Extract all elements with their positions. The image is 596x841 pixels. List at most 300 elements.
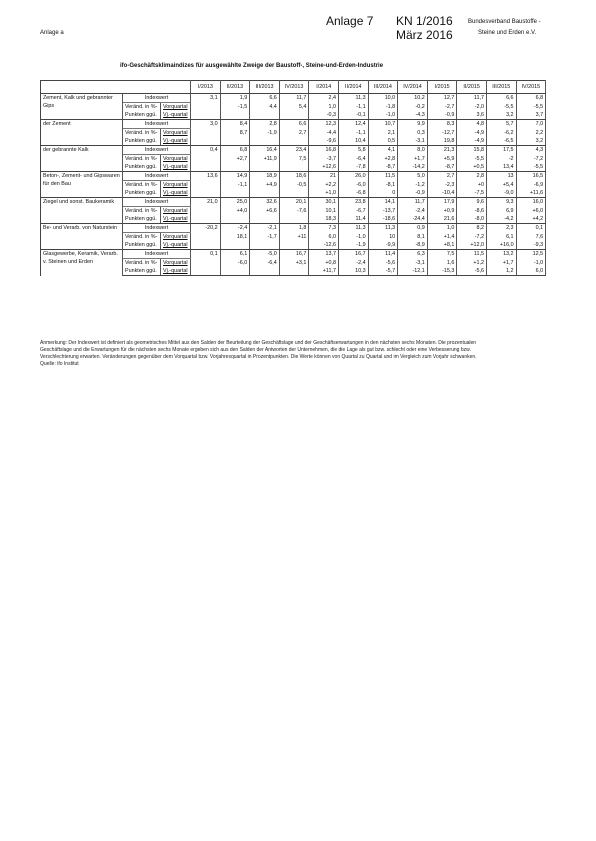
value-cell xyxy=(279,111,309,120)
value-cell: -12,1 xyxy=(398,267,428,276)
column-header: IV/2013 xyxy=(279,81,309,94)
value-cell xyxy=(191,163,221,172)
value-cell: -2,4 xyxy=(339,259,369,268)
value-cell: +12,0 xyxy=(457,241,487,250)
value-cell: 6,1 xyxy=(220,250,250,259)
value-cell: +2,2 xyxy=(309,181,339,190)
value-cell: 1,6 xyxy=(427,259,457,268)
value-cell: +2,8 xyxy=(368,155,398,164)
column-header: III/2014 xyxy=(368,81,398,94)
value-cell: -6,2 xyxy=(486,129,516,138)
change-basis-label: Vorquartal xyxy=(161,103,191,112)
value-cell xyxy=(220,267,250,276)
anlage-left-label: Anlage a xyxy=(40,30,64,36)
value-cell: +12,6 xyxy=(309,163,339,172)
table-row xyxy=(41,250,546,259)
value-cell: 6,0 xyxy=(516,267,546,276)
value-cell: 7,0 xyxy=(516,120,546,129)
value-cell: 8,0 xyxy=(398,146,428,155)
value-cell: 4,1 xyxy=(368,146,398,155)
sector-name: der gebrannte Kalk xyxy=(41,146,123,172)
value-cell: 6,6 xyxy=(279,120,309,129)
value-cell: 6,8 xyxy=(516,94,546,103)
value-cell: 7,5 xyxy=(427,250,457,259)
value-cell: 23,4 xyxy=(279,146,309,155)
value-cell: -1,1 xyxy=(339,103,369,112)
value-cell: 7,6 xyxy=(516,233,546,242)
value-cell: 21 xyxy=(309,172,339,181)
value-cell: 5,0 xyxy=(398,172,428,181)
value-cell: -6,4 xyxy=(339,155,369,164)
value-cell: +11,7 xyxy=(309,267,339,276)
value-cell xyxy=(191,129,221,138)
value-cell: 9,6 xyxy=(457,198,487,207)
change-basis-label: Vj.-quartal xyxy=(161,241,191,250)
value-cell: 14,1 xyxy=(368,198,398,207)
value-cell: 1,2 xyxy=(486,267,516,276)
value-cell: 5,8 xyxy=(339,146,369,155)
value-cell xyxy=(220,215,250,224)
change-basis-label: Vj.-quartal xyxy=(161,137,191,146)
value-cell: -6,9 xyxy=(516,181,546,190)
column-header: II/2015 xyxy=(457,81,487,94)
value-cell: +4,2 xyxy=(516,215,546,224)
value-cell: -2 xyxy=(486,155,516,164)
change-label: Punkten ggü. xyxy=(123,137,161,146)
value-cell: 8,3 xyxy=(427,120,457,129)
footnote-line: Verschlechterung erwarten. Veränderungen gegenüber dem Vorquartal bzw. Vorjahresquartal in Prozentpunkten. Die Werte können von Quartal zu Quartal und im Vergleich zum Vorjahr schwanken. xyxy=(40,354,477,360)
table-row xyxy=(41,172,546,181)
value-cell: 0,3 xyxy=(398,129,428,138)
kn-number: KN 1/2016 xyxy=(396,14,453,28)
value-cell: -2,4 xyxy=(220,224,250,233)
value-cell: +6,0 xyxy=(516,207,546,216)
value-cell: -5,5 xyxy=(457,155,487,164)
value-cell: +0,8 xyxy=(309,259,339,268)
value-cell: -1,1 xyxy=(220,181,250,190)
indexwert-label: Indexwert xyxy=(123,198,191,207)
value-cell: -9,9 xyxy=(368,241,398,250)
value-cell: 6,6 xyxy=(250,94,280,103)
value-cell: 2,7 xyxy=(279,129,309,138)
change-label: Punkten ggü. xyxy=(123,241,161,250)
value-cell: 2,2 xyxy=(516,129,546,138)
value-cell: -5,5 xyxy=(486,103,516,112)
footnote-source: Quelle: ifo Institut xyxy=(40,361,79,367)
value-cell: 0,4 xyxy=(191,146,221,155)
column-header: I/2013 xyxy=(191,81,221,94)
value-cell: -0,1 xyxy=(339,111,369,120)
value-cell xyxy=(191,233,221,242)
value-cell: 6,3 xyxy=(398,250,428,259)
value-cell: -1,9 xyxy=(339,241,369,250)
value-cell: +6,6 xyxy=(250,207,280,216)
value-cell: 0,1 xyxy=(516,224,546,233)
value-cell: 18,9 xyxy=(250,172,280,181)
value-cell: 11,7 xyxy=(457,94,487,103)
table-row xyxy=(41,120,546,129)
value-cell: 2,8 xyxy=(457,172,487,181)
value-cell: -1,8 xyxy=(368,103,398,112)
value-cell: -1,7 xyxy=(250,233,280,242)
value-cell: +5,9 xyxy=(427,155,457,164)
value-cell: -6,0 xyxy=(220,259,250,268)
change-basis-label: Vorquartal xyxy=(161,181,191,190)
value-cell xyxy=(220,137,250,146)
value-cell xyxy=(250,137,280,146)
value-cell: 11,4 xyxy=(339,215,369,224)
value-cell xyxy=(250,267,280,276)
value-cell: -8,6 xyxy=(457,207,487,216)
value-cell: -5,6 xyxy=(368,259,398,268)
value-cell xyxy=(279,215,309,224)
value-cell: 30,1 xyxy=(309,198,339,207)
value-cell: 11,5 xyxy=(457,250,487,259)
value-cell: 11,7 xyxy=(279,94,309,103)
value-cell: 21,0 xyxy=(191,198,221,207)
value-cell: -7,8 xyxy=(339,163,369,172)
value-cell: -18,6 xyxy=(368,215,398,224)
value-cell: 17,9 xyxy=(427,198,457,207)
change-label: Punkten ggü. xyxy=(123,267,161,276)
value-cell: +1,4 xyxy=(427,233,457,242)
value-cell: -0,9 xyxy=(427,111,457,120)
value-cell xyxy=(220,241,250,250)
value-cell xyxy=(279,189,309,198)
value-cell: -5,7 xyxy=(368,267,398,276)
value-cell: 9,3 xyxy=(486,198,516,207)
value-cell: 13 xyxy=(486,172,516,181)
value-cell xyxy=(220,111,250,120)
value-cell: 14,9 xyxy=(220,172,250,181)
value-cell: 11,5 xyxy=(368,172,398,181)
value-cell: 6,9 xyxy=(486,207,516,216)
sector-name: der Zement xyxy=(41,120,123,146)
value-cell: -13,7 xyxy=(368,207,398,216)
anlage-number: Anlage 7 xyxy=(326,14,374,28)
value-cell xyxy=(279,241,309,250)
value-cell: 7,3 xyxy=(309,224,339,233)
value-cell: 10,7 xyxy=(368,120,398,129)
business-climate-table xyxy=(40,80,546,276)
change-label: Punkten ggü. xyxy=(123,189,161,198)
value-cell: -3,1 xyxy=(398,137,428,146)
value-cell: 9,9 xyxy=(398,120,428,129)
value-cell: -6,8 xyxy=(339,189,369,198)
value-cell xyxy=(220,189,250,198)
value-cell: -7,2 xyxy=(516,155,546,164)
footnote-line: Geschäftslage und die Erwartungen für die nächsten sechs Monate ergeben sich aus den Salden der Antworten der Unternehmen, die die Lage als gut bzw. schlecht oder eine Verbesserung bzw. xyxy=(40,347,471,353)
value-cell: -7,5 xyxy=(457,189,487,198)
change-label: Punkten ggü. xyxy=(123,111,161,120)
value-cell: 18,1 xyxy=(220,233,250,242)
value-cell: +3,1 xyxy=(279,259,309,268)
value-cell: -0,3 xyxy=(309,111,339,120)
value-cell xyxy=(250,111,280,120)
value-cell: -9,0 xyxy=(486,189,516,198)
table-row xyxy=(41,94,546,103)
value-cell: 11,7 xyxy=(398,198,428,207)
value-cell: 13,7 xyxy=(309,250,339,259)
indexwert-label: Indexwert xyxy=(123,120,191,129)
value-cell xyxy=(191,181,221,190)
value-cell: -20,2 xyxy=(191,224,221,233)
value-cell: -8,1 xyxy=(368,181,398,190)
value-cell xyxy=(191,137,221,146)
value-cell: -4,3 xyxy=(398,111,428,120)
sector-name: Ziegel und sonst. Baukeramik xyxy=(41,198,123,224)
value-cell: 12,4 xyxy=(339,120,369,129)
value-cell: 16,0 xyxy=(516,198,546,207)
change-basis-label: Vorquartal xyxy=(161,207,191,216)
value-cell: 10,2 xyxy=(398,94,428,103)
change-label: Veränd. in %- xyxy=(123,129,161,138)
value-cell: -1,0 xyxy=(339,233,369,242)
change-basis-label: Vorquartal xyxy=(161,129,191,138)
value-cell xyxy=(220,163,250,172)
value-cell: -1,5 xyxy=(220,103,250,112)
indexwert-label: Indexwert xyxy=(123,224,191,233)
change-basis-label: Vj.-quartal xyxy=(161,111,191,120)
value-cell: 8,1 xyxy=(398,233,428,242)
value-cell: +1,2 xyxy=(457,259,487,268)
value-cell xyxy=(191,111,221,120)
value-cell: 1,8 xyxy=(279,224,309,233)
value-cell: 8,4 xyxy=(220,120,250,129)
organization-line-1: Bundesverband Baustoffe - xyxy=(468,19,541,25)
value-cell: -4,9 xyxy=(457,129,487,138)
value-cell: 16,8 xyxy=(309,146,339,155)
value-cell: 11,3 xyxy=(339,94,369,103)
value-cell: +4,9 xyxy=(250,181,280,190)
value-cell: 18,3 xyxy=(309,215,339,224)
value-cell: +5,4 xyxy=(486,181,516,190)
value-cell: +8,1 xyxy=(427,241,457,250)
value-cell: -5,0 xyxy=(250,250,280,259)
value-cell: -9,3 xyxy=(516,241,546,250)
value-cell xyxy=(191,259,221,268)
footnote-line: Anmerkung: Der Indexwert ist definiert als geometrisches Mittel aus den Salden der Beurteilung der Geschäftslage und der Geschäftserwartungen in den nächsten sechs Monaten. Die prozentualen xyxy=(40,340,477,346)
sector-name: Zement, Kalk und gebrannter Gips xyxy=(41,94,123,120)
value-cell: 3,6 xyxy=(457,111,487,120)
value-cell: -3,7 xyxy=(309,155,339,164)
value-cell: -5,5 xyxy=(516,163,546,172)
value-cell: -7,2 xyxy=(457,233,487,242)
value-cell: 32,6 xyxy=(250,198,280,207)
value-cell: -10,4 xyxy=(427,189,457,198)
value-cell: +2,7 xyxy=(220,155,250,164)
value-cell: -6,5 xyxy=(486,137,516,146)
value-cell: 8,2 xyxy=(457,224,487,233)
value-cell: -3,1 xyxy=(398,259,428,268)
value-cell: -1,0 xyxy=(516,259,546,268)
value-cell: -1,9 xyxy=(250,129,280,138)
value-cell: 21,3 xyxy=(427,146,457,155)
change-label: Veränd. in %- xyxy=(123,207,161,216)
value-cell: 11,3 xyxy=(339,224,369,233)
value-cell: -12,6 xyxy=(309,241,339,250)
value-cell: -0,9 xyxy=(398,189,428,198)
value-cell: +0,9 xyxy=(427,207,457,216)
value-cell: 6,1 xyxy=(486,233,516,242)
table-row xyxy=(41,146,546,155)
change-label: Veränd. in %- xyxy=(123,103,161,112)
column-header: III/2015 xyxy=(486,81,516,94)
value-cell: -8,0 xyxy=(457,215,487,224)
value-cell: -4,4 xyxy=(309,129,339,138)
change-label: Punkten ggü. xyxy=(123,215,161,224)
value-cell: 26,0 xyxy=(339,172,369,181)
value-cell: 25,0 xyxy=(220,198,250,207)
value-cell: 1,9 xyxy=(220,94,250,103)
value-cell: 15,8 xyxy=(457,146,487,155)
column-header: I/2014 xyxy=(309,81,339,94)
value-cell: -6,4 xyxy=(250,259,280,268)
value-cell: +0 xyxy=(457,181,487,190)
value-cell: +16,0 xyxy=(486,241,516,250)
value-cell: 6,8 xyxy=(220,146,250,155)
column-header: IV/2015 xyxy=(516,81,546,94)
value-cell: 1,0 xyxy=(309,103,339,112)
value-cell: 6,6 xyxy=(486,94,516,103)
value-cell: 12,3 xyxy=(309,120,339,129)
value-cell: 13,6 xyxy=(191,172,221,181)
value-cell: -6,0 xyxy=(339,181,369,190)
value-cell: -8,9 xyxy=(398,241,428,250)
value-cell: -4,2 xyxy=(486,215,516,224)
indexwert-label: Indexwert xyxy=(123,172,191,181)
value-cell: -1,2 xyxy=(398,181,428,190)
value-cell: +11 xyxy=(279,233,309,242)
change-label: Veränd. in %- xyxy=(123,155,161,164)
value-cell: +4,0 xyxy=(220,207,250,216)
value-cell: 2,8 xyxy=(250,120,280,129)
value-cell: 2,3 xyxy=(486,224,516,233)
value-cell: 0,5 xyxy=(368,137,398,146)
value-cell: -14,2 xyxy=(398,163,428,172)
value-cell: +0,5 xyxy=(457,163,487,172)
value-cell xyxy=(279,137,309,146)
value-cell: -9,6 xyxy=(309,137,339,146)
change-basis-label: Vorquartal xyxy=(161,259,191,268)
value-cell: -6,7 xyxy=(339,207,369,216)
change-label: Veränd. in %- xyxy=(123,233,161,242)
value-cell: 23,8 xyxy=(339,198,369,207)
value-cell: 3,7 xyxy=(516,111,546,120)
document-date: März 2016 xyxy=(396,28,453,42)
value-cell: 0,1 xyxy=(191,250,221,259)
value-cell xyxy=(191,215,221,224)
value-cell: +1,0 xyxy=(309,189,339,198)
value-cell: 10,0 xyxy=(368,94,398,103)
change-label: Punkten ggü. xyxy=(123,163,161,172)
value-cell: -2,7 xyxy=(427,103,457,112)
value-cell xyxy=(191,103,221,112)
value-cell: 16,5 xyxy=(516,172,546,181)
organization-line-2: Steine und Erden e.V. xyxy=(478,30,537,36)
value-cell: 18,6 xyxy=(279,172,309,181)
value-cell: 16,7 xyxy=(279,250,309,259)
table-row xyxy=(41,198,546,207)
value-cell: +11,9 xyxy=(250,155,280,164)
header-corner xyxy=(41,81,191,94)
value-cell: 10,4 xyxy=(339,137,369,146)
value-cell: -24,4 xyxy=(398,215,428,224)
table-body xyxy=(41,94,546,276)
value-cell: 19,8 xyxy=(427,137,457,146)
value-cell: +1,7 xyxy=(398,155,428,164)
value-cell: 3,1 xyxy=(191,94,221,103)
value-cell: 0,9 xyxy=(398,224,428,233)
change-basis-label: Vj.-quartal xyxy=(161,267,191,276)
sector-name: Be- und Verarb. von Naturstein xyxy=(41,224,123,250)
value-cell: 4,8 xyxy=(457,120,487,129)
value-cell: 1,0 xyxy=(427,224,457,233)
value-cell: -5,5 xyxy=(516,103,546,112)
value-cell: -2,3 xyxy=(427,181,457,190)
value-cell: 6,0 xyxy=(309,233,339,242)
change-label: Veränd. in %- xyxy=(123,259,161,268)
sector-name: Glasgewerbe, Keramik, Verarb. v. Steinen und Erden xyxy=(41,250,123,276)
value-cell: 4,4 xyxy=(250,103,280,112)
footnotes xyxy=(40,340,546,368)
value-cell: 10 xyxy=(368,233,398,242)
value-cell: 7,5 xyxy=(279,155,309,164)
value-cell: -8,7 xyxy=(368,163,398,172)
value-cell xyxy=(191,155,221,164)
value-cell: 3,0 xyxy=(191,120,221,129)
value-cell: 5,4 xyxy=(279,103,309,112)
value-cell xyxy=(279,267,309,276)
value-cell: -0,5 xyxy=(279,181,309,190)
value-cell: 16,4 xyxy=(250,146,280,155)
value-cell: 17,5 xyxy=(486,146,516,155)
value-cell: -1,1 xyxy=(339,129,369,138)
value-cell: 13,4 xyxy=(486,163,516,172)
sector-name: Beton-, Zement- und Gipswaren für den Bau xyxy=(41,172,123,198)
value-cell: 12,7 xyxy=(427,94,457,103)
change-basis-label: Vj.-quartal xyxy=(161,163,191,172)
value-cell xyxy=(191,267,221,276)
value-cell: -1,0 xyxy=(368,111,398,120)
value-cell: -0,2 xyxy=(398,103,428,112)
table-title: ifo-Geschäftsklimaindizes für ausgewählte Zweige der Baustoff-, Steine-und-Erden-Industrie xyxy=(120,63,384,69)
value-cell xyxy=(279,163,309,172)
header-row xyxy=(41,81,546,94)
change-basis-label: Vj.-quartal xyxy=(161,215,191,224)
indexwert-label: Indexwert xyxy=(123,146,191,155)
value-cell: -15,3 xyxy=(427,267,457,276)
value-cell: -12,7 xyxy=(427,129,457,138)
value-cell: -2,4 xyxy=(398,207,428,216)
value-cell xyxy=(250,241,280,250)
value-cell: 10,1 xyxy=(309,207,339,216)
value-cell xyxy=(250,189,280,198)
value-cell: 16,7 xyxy=(339,250,369,259)
change-basis-label: Vorquartal xyxy=(161,155,191,164)
table-row xyxy=(41,224,546,233)
value-cell: -8,7 xyxy=(427,163,457,172)
indexwert-label: Indexwert xyxy=(123,250,191,259)
value-cell: +1,7 xyxy=(486,259,516,268)
column-header: II/2014 xyxy=(339,81,369,94)
change-basis-label: Vj.-quartal xyxy=(161,189,191,198)
value-cell: -2,1 xyxy=(250,224,280,233)
value-cell: -5,6 xyxy=(457,267,487,276)
value-cell: 2,4 xyxy=(309,94,339,103)
value-cell: 4,3 xyxy=(516,146,546,155)
change-label: Veränd. in %- xyxy=(123,181,161,190)
